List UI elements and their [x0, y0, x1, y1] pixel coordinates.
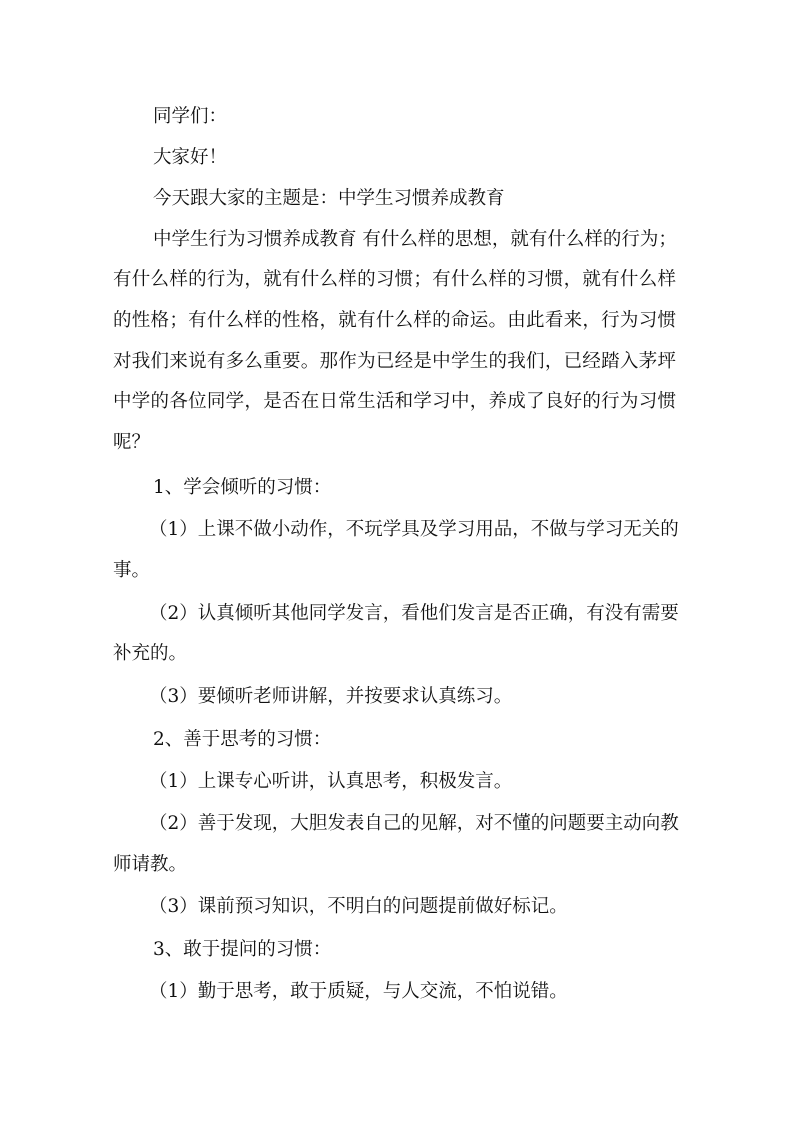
- list-item: （3）要倾听老师讲解，并按要求认真练习。: [149, 686, 513, 707]
- section-heading-thinking: 2、善于思考的习惯：: [153, 729, 332, 750]
- section-heading-questioning: 3、敢于提问的习惯：: [153, 939, 332, 960]
- topic-line: 今天跟大家的主题是：中学生习惯养成教育: [153, 188, 505, 209]
- intro-line: 中学生行为习惯养成教育 有什么样的思想，就有什么样的行为；: [153, 229, 677, 250]
- list-item-continuation: 师请教。: [113, 854, 188, 875]
- intro-line: 有什么样的行为，就有什么样的习惯；有什么样的习惯，就有什么样: [113, 269, 676, 290]
- list-item: （1）勤于思考，敢于质疑，与人交流，不怕说错。: [149, 981, 568, 1002]
- list-item-continuation: 事。: [113, 560, 151, 581]
- intro-line: 的性格；有什么样的性格，就有什么样的命运。由此看来，行为习惯: [113, 310, 676, 331]
- list-item: （3）课前预习知识，不明白的问题提前做好标记。: [149, 896, 568, 917]
- intro-line: 呢？: [113, 432, 151, 453]
- list-item: （2）认真倾听其他同学发言，看他们发言是否正确，有没有需要: [149, 603, 679, 624]
- list-item: （1）上课专心听讲，认真思考，积极发言。: [149, 771, 513, 792]
- intro-line: 对我们来说有多么重要。那作为已经是中学生的我们，已经踏入茅坪: [113, 351, 676, 372]
- hello-line: 大家好！: [153, 147, 228, 168]
- list-item-continuation: 补充的。: [113, 643, 188, 664]
- list-item: （2）善于发现，大胆发表自己的见解，对不懂的问题要主动向教: [149, 813, 679, 834]
- list-item: （1）上课不做小动作，不玩学具及学习用品，不做与学习无关的: [149, 519, 679, 540]
- section-heading-listening: 1、学会倾听的习惯：: [153, 477, 332, 498]
- intro-line: 中学的各位同学，是否在日常生活和学习中，养成了良好的行为习惯: [113, 391, 676, 412]
- greeting: 同学们：: [153, 106, 228, 127]
